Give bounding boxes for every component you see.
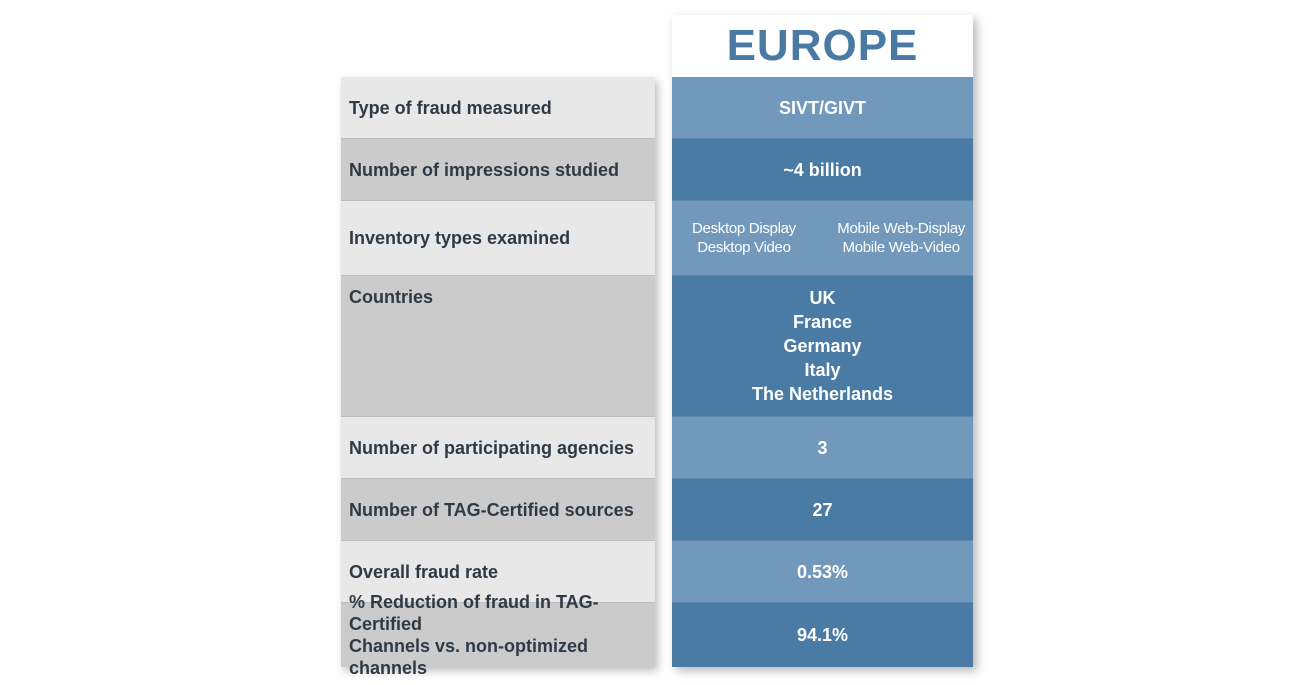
row-labels-column xyxy=(341,77,655,678)
country-item: The Netherlands xyxy=(751,384,894,404)
value-sources: 27 xyxy=(672,479,973,541)
label-reduction-line1: % Reduction of fraud in TAG-Certified xyxy=(349,592,599,634)
label-inventory-types: Inventory types examined xyxy=(341,201,655,276)
country-item: Italy xyxy=(804,360,841,380)
region-header: EUROPE xyxy=(672,15,973,77)
value-impressions: ~4 billion xyxy=(672,139,973,201)
country-item: UK xyxy=(809,288,836,308)
value-inventory-types xyxy=(672,201,973,276)
label-countries: Countries xyxy=(341,276,655,417)
label-sources: Number of TAG-Certified sources xyxy=(341,479,655,541)
value-reduction: 94.1% xyxy=(672,603,973,667)
country-item: France xyxy=(792,312,853,332)
value-fraud-type: SIVT/GIVT xyxy=(672,77,973,139)
label-reduction-line2: Channels vs. non-optimized channels xyxy=(349,636,589,678)
value-agencies: 3 xyxy=(672,417,973,479)
value-fraud-rate: 0.53% xyxy=(672,541,973,603)
label-impressions: Number of impressions studied xyxy=(341,139,655,201)
inventory-mobile: Mobile Web-Display Mobile Web-Video xyxy=(837,220,965,256)
country-item: Germany xyxy=(783,336,862,356)
inventory-desktop: Desktop Display Desktop Video xyxy=(692,220,796,256)
label-fraud-type: Type of fraud measured xyxy=(341,77,655,139)
label-reduction xyxy=(341,592,655,678)
label-fraud-rate: Overall fraud rate xyxy=(341,541,655,603)
europe-column xyxy=(672,15,973,667)
label-agencies: Number of participating agencies xyxy=(341,417,655,479)
value-countries xyxy=(672,276,973,417)
